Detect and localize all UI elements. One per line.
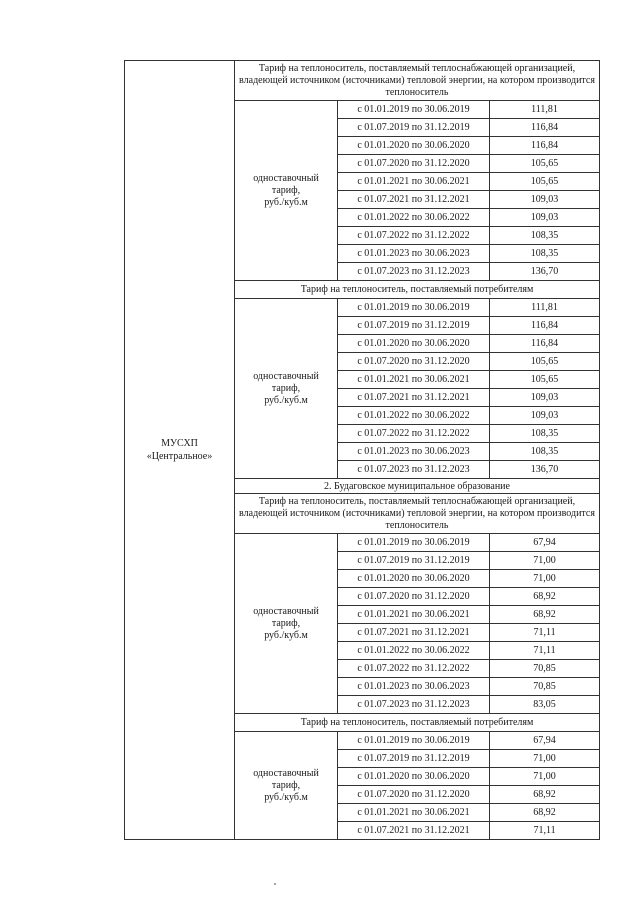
tariff-value-cell: 105,65 [490, 371, 600, 389]
tariff-type-line: руб./куб.м [264, 629, 308, 641]
period-cell: с 01.01.2019 по 30.06.2019 [338, 299, 490, 317]
tariff-type-line: тариф, [271, 617, 301, 629]
tariff-value-cell: 71,11 [490, 624, 600, 642]
consumer-tariff-header: Тариф на теплоноситель, поставляемый потребителям [235, 281, 600, 299]
tariff-value-cell: 68,92 [490, 804, 600, 822]
tariff-value-cell: 109,03 [490, 407, 600, 425]
period-cell: с 01.01.2023 по 30.06.2023 [338, 443, 490, 461]
tariff-value-cell: 116,84 [490, 317, 600, 335]
period-cell: с 01.07.2022 по 31.12.2022 [338, 425, 490, 443]
tariff-value-cell: 109,03 [490, 209, 600, 227]
tariff-value-cell: 116,84 [490, 335, 600, 353]
tariff-value-cell: 136,70 [490, 461, 600, 479]
period-cell: с 01.01.2020 по 30.06.2020 [338, 137, 490, 155]
tariff-type-cell [235, 534, 338, 714]
period-cell: с 01.07.2019 по 31.12.2019 [338, 317, 490, 335]
tariff-type-line: одноставочный [253, 370, 319, 382]
period-cell: с 01.07.2023 по 31.12.2023 [338, 696, 490, 714]
tariff-value-cell: 71,00 [490, 570, 600, 588]
tariff-value-cell: 71,11 [490, 822, 600, 840]
tariff-table [124, 60, 600, 840]
period-cell: с 01.01.2019 по 30.06.2019 [338, 534, 490, 552]
tariff-value-cell: 68,92 [490, 588, 600, 606]
tariff-value-cell: 108,35 [490, 227, 600, 245]
tariff-value-cell: 71,00 [490, 768, 600, 786]
tariff-value-cell: 67,94 [490, 534, 600, 552]
period-cell: с 01.07.2021 по 31.12.2021 [338, 191, 490, 209]
tariff-table-body [125, 61, 600, 840]
period-cell: с 01.01.2020 по 30.06.2020 [338, 768, 490, 786]
period-cell: с 01.07.2020 по 31.12.2020 [338, 786, 490, 804]
period-cell: с 01.01.2020 по 30.06.2020 [338, 335, 490, 353]
tariff-value-cell: 71,00 [490, 552, 600, 570]
tariff-value-cell: 105,65 [490, 173, 600, 191]
tariff-type-line: руб./куб.м [264, 196, 308, 208]
tariff-value-cell: 83,05 [490, 696, 600, 714]
period-cell: с 01.01.2021 по 30.06.2021 [338, 804, 490, 822]
tariff-value-cell: 116,84 [490, 119, 600, 137]
period-cell: с 01.01.2022 по 30.06.2022 [338, 209, 490, 227]
tariff-value-cell: 68,92 [490, 786, 600, 804]
tariff-value-cell: 108,35 [490, 443, 600, 461]
period-cell: с 01.01.2020 по 30.06.2020 [338, 570, 490, 588]
tariff-value-cell: 105,65 [490, 353, 600, 371]
tariff-value-cell: 71,11 [490, 642, 600, 660]
tariff-type-line: руб./куб.м [264, 394, 308, 406]
consumer-tariff-header: Тариф на теплоноситель, поставляемый потребителям [235, 714, 600, 732]
tariff-type-cell [235, 299, 338, 479]
tariff-type-line: одноставочный [253, 605, 319, 617]
tariff-value-cell: 108,35 [490, 245, 600, 263]
tariff-value-cell: 67,94 [490, 732, 600, 750]
period-cell: с 01.01.2023 по 30.06.2023 [338, 678, 490, 696]
tariff-value-cell: 70,85 [490, 660, 600, 678]
period-cell: с 01.07.2019 по 31.12.2019 [338, 119, 490, 137]
section-title: 2. Будаговское муниципальное образование [235, 479, 600, 494]
period-cell: с 01.01.2022 по 30.06.2022 [338, 407, 490, 425]
tariff-value-cell: 71,00 [490, 750, 600, 768]
page-speck [274, 883, 276, 885]
tariff-value-cell: 109,03 [490, 191, 600, 209]
period-cell: с 01.07.2020 по 31.12.2020 [338, 155, 490, 173]
period-cell: с 01.07.2019 по 31.12.2019 [338, 750, 490, 768]
period-cell: с 01.01.2019 по 30.06.2019 [338, 101, 490, 119]
period-cell: с 01.07.2023 по 31.12.2023 [338, 461, 490, 479]
tariff-value-cell: 111,81 [490, 101, 600, 119]
tariff-value-cell: 136,70 [490, 263, 600, 281]
tariff-type-line: тариф, [271, 184, 301, 196]
organization-cell [125, 61, 235, 840]
tariff-value-cell: 111,81 [490, 299, 600, 317]
period-cell: с 01.01.2021 по 30.06.2021 [338, 371, 490, 389]
period-cell: с 01.01.2021 по 30.06.2021 [338, 606, 490, 624]
period-cell: с 01.07.2019 по 31.12.2019 [338, 552, 490, 570]
tariff-value-cell: 68,92 [490, 606, 600, 624]
tariff-type-line: одноставочный [253, 172, 319, 184]
tariff-type-line: одноставочный [253, 767, 319, 779]
tariff-type-cell [235, 732, 338, 840]
supplier-tariff-header: Тариф на теплоноситель, поставляемый теплоснабжающей организацией, владеющей источником (источниками) тепловой энергии, на котором производится теплоноситель [235, 494, 600, 534]
period-cell: с 01.07.2020 по 31.12.2020 [338, 353, 490, 371]
period-cell: с 01.01.2022 по 30.06.2022 [338, 642, 490, 660]
tariff-type-line: тариф, [271, 779, 301, 791]
period-cell: с 01.07.2020 по 31.12.2020 [338, 588, 490, 606]
period-cell: с 01.01.2019 по 30.06.2019 [338, 732, 490, 750]
tariff-value-cell: 105,65 [490, 155, 600, 173]
tariff-value-cell: 109,03 [490, 389, 600, 407]
tariff-value-cell: 70,85 [490, 678, 600, 696]
organization-name-line: «Центральное» [146, 451, 213, 462]
period-cell: с 01.07.2022 по 31.12.2022 [338, 660, 490, 678]
tariff-type-line: руб./куб.м [264, 791, 308, 803]
period-cell: с 01.01.2023 по 30.06.2023 [338, 245, 490, 263]
period-cell: с 01.07.2022 по 31.12.2022 [338, 227, 490, 245]
tariff-type-cell [235, 101, 338, 281]
period-cell: с 01.01.2021 по 30.06.2021 [338, 173, 490, 191]
tariff-value-cell: 108,35 [490, 425, 600, 443]
supplier-tariff-header: Тариф на теплоноситель, поставляемый теплоснабжающей организацией, владеющей источником (источниками) тепловой энергии, на котором производится теплоноситель [235, 61, 600, 101]
period-cell: с 01.07.2021 по 31.12.2021 [338, 624, 490, 642]
period-cell: с 01.07.2021 по 31.12.2021 [338, 822, 490, 840]
period-cell: с 01.07.2023 по 31.12.2023 [338, 263, 490, 281]
tariff-type-line: тариф, [271, 382, 301, 394]
period-cell: с 01.07.2021 по 31.12.2021 [338, 389, 490, 407]
tariff-value-cell: 116,84 [490, 137, 600, 155]
organization-name-line: МУСХП [161, 438, 198, 449]
